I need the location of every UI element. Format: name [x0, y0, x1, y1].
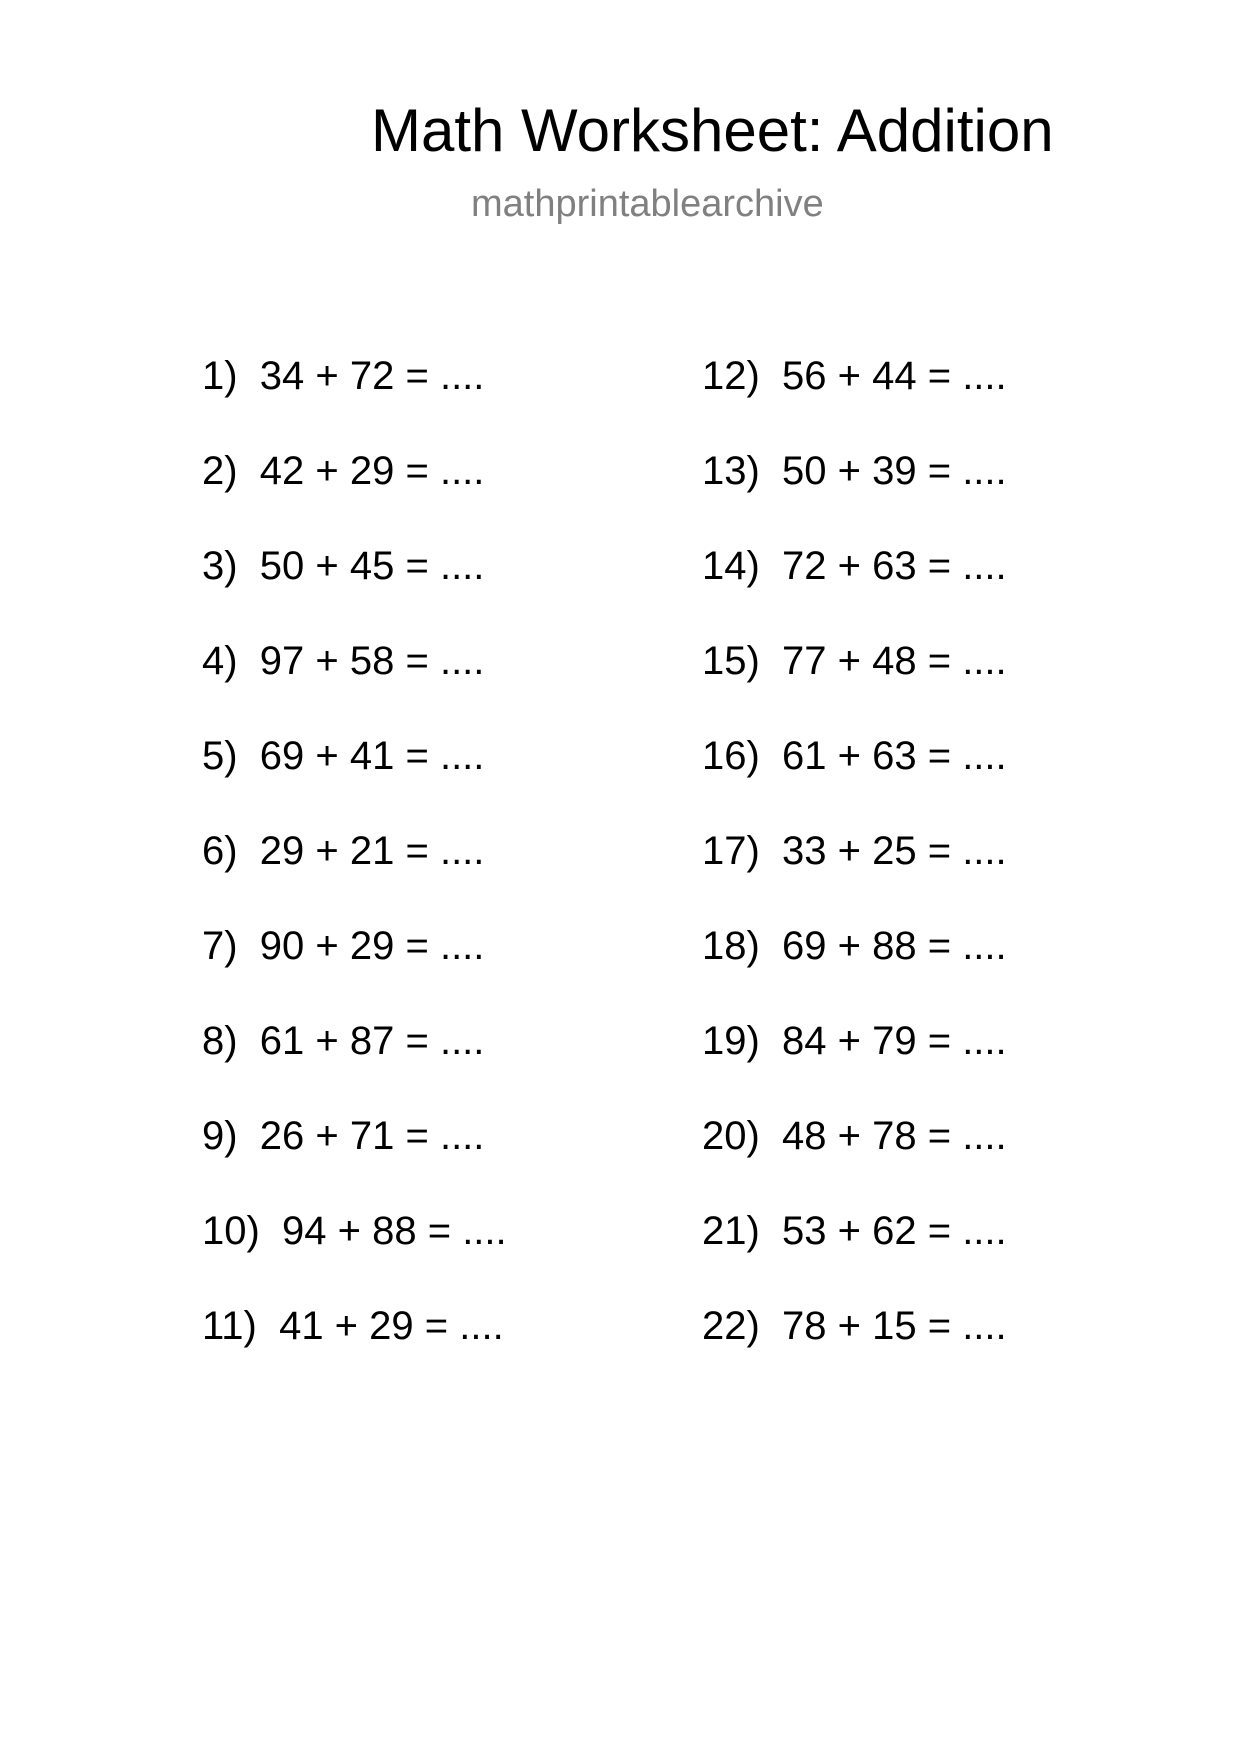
problem-item: 7) 90 + 29 = ....: [202, 924, 485, 968]
page-title: Math Worksheet: Addition: [371, 97, 1054, 164]
problem-item: 1) 34 + 72 = ....: [202, 354, 485, 398]
problem-item: 21) 53 + 62 = ....: [702, 1209, 1007, 1253]
problem-item: 3) 50 + 45 = ....: [202, 544, 485, 588]
problem-item: 14) 72 + 63 = ....: [702, 544, 1007, 588]
problem-item: 6) 29 + 21 = ....: [202, 829, 485, 873]
problem-item: 17) 33 + 25 = ....: [702, 829, 1007, 873]
problem-item: 16) 61 + 63 = ....: [702, 734, 1007, 778]
problem-column-left: [202, 351, 507, 1396]
problem-item: 4) 97 + 58 = ....: [202, 639, 485, 683]
page-subtitle: mathprintablearchive: [471, 183, 824, 225]
problem-item: 15) 77 + 48 = ....: [702, 639, 1007, 683]
problem-item: 5) 69 + 41 = ....: [202, 734, 485, 778]
problem-item: 8) 61 + 87 = ....: [202, 1019, 485, 1063]
problem-item: 9) 26 + 71 = ....: [202, 1114, 485, 1158]
problem-item: 2) 42 + 29 = ....: [202, 449, 485, 493]
problem-column-right: [702, 351, 1007, 1396]
problem-item: 19) 84 + 79 = ....: [702, 1019, 1007, 1063]
problem-item: 11) 41 + 29 = ....: [202, 1304, 504, 1348]
problem-item: 13) 50 + 39 = ....: [702, 449, 1007, 493]
problem-item: 10) 94 + 88 = ....: [202, 1209, 507, 1253]
problem-item: 22) 78 + 15 = ....: [702, 1304, 1007, 1348]
problem-item: 12) 56 + 44 = ....: [702, 354, 1007, 398]
problem-item: 18) 69 + 88 = ....: [702, 924, 1007, 968]
problem-item: 20) 48 + 78 = ....: [702, 1114, 1007, 1158]
